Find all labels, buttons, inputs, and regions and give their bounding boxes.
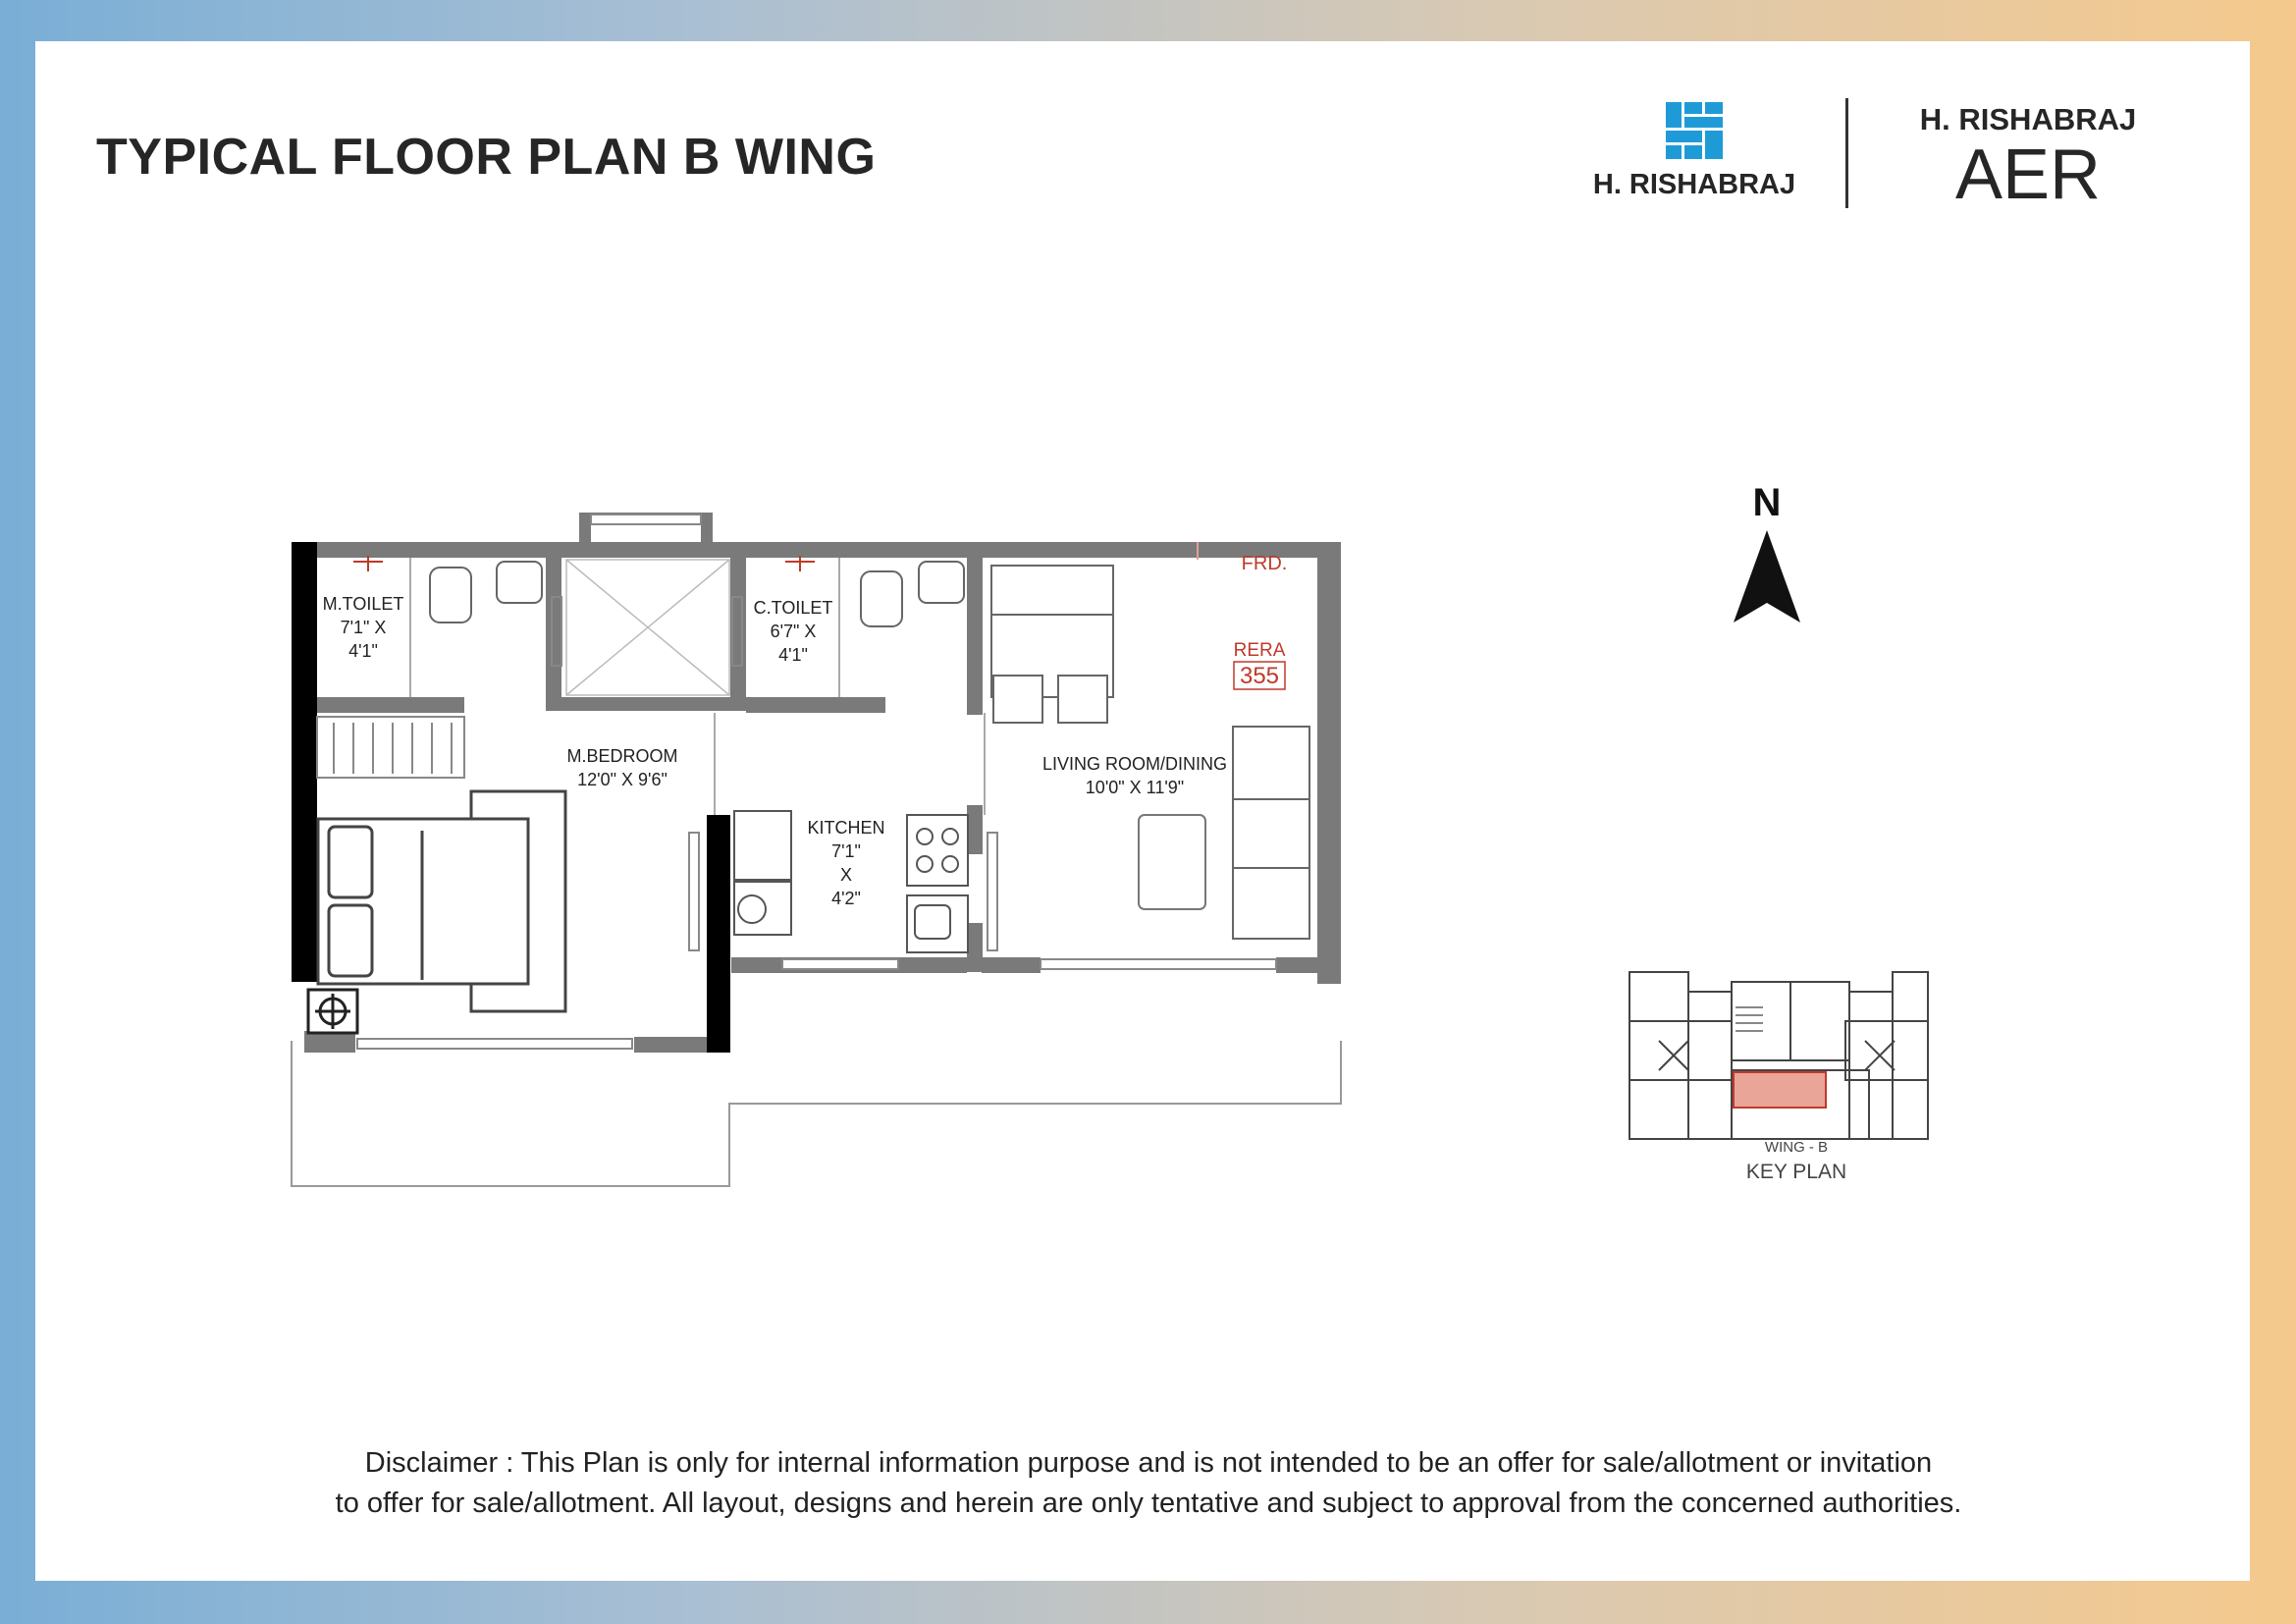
project-name: AER (1954, 135, 2102, 214)
m-bedroom-dim: 12'0" X 9'6" (577, 770, 667, 789)
disclaimer-line-1: Disclaimer : This Plan is only for internal information purpose and is not intended to be an offer for sale/allotment or invitation (364, 1447, 1933, 1479)
living-dim: 10'0" X 11'9" (1085, 778, 1185, 797)
m-toilet-dim1: 7'1" X (340, 618, 387, 637)
m-bedroom-name: M.BEDROOM (566, 746, 678, 766)
living-name: LIVING ROOM/DINING (1041, 754, 1228, 774)
m-toilet-dim2: 4'1" (348, 641, 378, 661)
key-plan-title: KEY PLAN (1745, 1161, 1847, 1183)
north-arrow-icon (1734, 530, 1800, 623)
key-plan-wing-label: WING - B (1764, 1139, 1829, 1156)
bed (318, 791, 565, 1011)
rera-label: RERA (1233, 640, 1286, 661)
kitchen-dim2: X (839, 865, 853, 885)
c-toilet-dim1: 6'7" X (770, 622, 817, 641)
ac-unit-symbol (308, 990, 357, 1033)
kitchen-dim1: 7'1" (831, 841, 861, 861)
sofa (1233, 727, 1309, 939)
duct-shaft (566, 560, 729, 695)
dining-set (991, 566, 1113, 723)
disclaimer (118, 1443, 2179, 1524)
north-label: N (1752, 481, 1782, 524)
frd-label: FRD. (1241, 553, 1288, 574)
key-plan (1629, 972, 1928, 1139)
project-company-name: H. RISHABRAJ (1919, 102, 2137, 136)
kitchen-dim3: 4'2" (831, 889, 861, 908)
c-toilet-name: C.TOILET (753, 598, 833, 618)
key-plan-stair (1735, 1007, 1763, 1031)
key-plan-highlight (1734, 1072, 1826, 1108)
coffee-table (1139, 815, 1205, 909)
page-title: TYPICAL FLOOR PLAN B WING (96, 129, 877, 186)
wardrobe (317, 717, 464, 778)
brand-company-name: H. RISHABRAJ (1592, 169, 1796, 200)
kitchen-name: KITCHEN (807, 818, 885, 838)
c-toilet-dim2: 4'1" (778, 645, 808, 665)
deck-outline (292, 1041, 1341, 1186)
disclaimer-line-2: to offer for sale/allotment. All layout, designs and herein are only tentative and subject to approval from the concerned authorities. (335, 1488, 1962, 1519)
m-toilet-name: M.TOILET (322, 594, 404, 614)
rera-value: 355 (1239, 663, 1280, 689)
toilet-fixtures (430, 562, 964, 626)
